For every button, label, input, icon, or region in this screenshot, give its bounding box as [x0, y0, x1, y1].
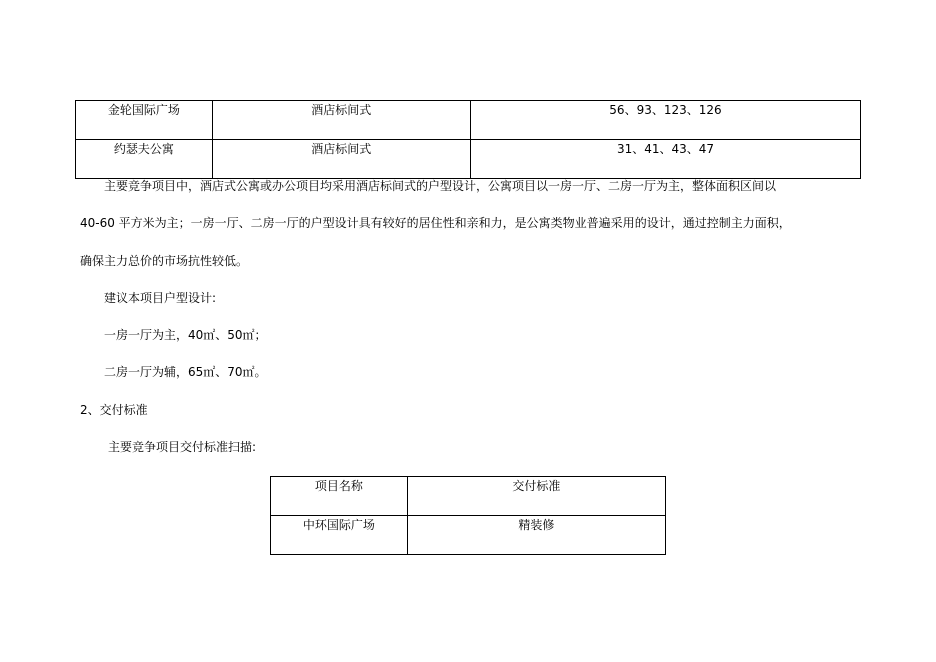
header-project-name: 项目名称: [271, 477, 408, 516]
delivery-standard-cell: 精装修: [407, 516, 665, 555]
project-name-cell: 中环国际广场: [271, 516, 408, 555]
table-header-row: [271, 477, 666, 516]
delivery-standard-table: [270, 476, 666, 555]
unit-type-cell: 酒店标间式: [212, 101, 470, 140]
paragraph-line-3: 确保主力总价的市场抗性较低。: [80, 254, 249, 268]
table-row: [76, 140, 861, 179]
unit-type-cell: 酒店标间式: [212, 140, 470, 179]
paragraph-line-2: 40-60 平方米为主；一房一厅、二房一厅的户型设计具有较好的居住性和亲和力，是公寓类物业普遍采用的设计，通过控制主力面积，: [80, 216, 791, 230]
suggestion-heading: 建议本项目户型设计:: [104, 291, 217, 305]
section-intro: 主要竞争项目交付标准扫描:: [108, 440, 257, 454]
project-name-cell: 约瑟夫公寓: [76, 140, 213, 179]
unit-areas-cell: 56、93、123、126: [470, 101, 860, 140]
project-unit-table: [75, 100, 861, 179]
table-row: [271, 516, 666, 555]
project-name-cell: 金轮国际广场: [76, 101, 213, 140]
suggestion-item-2: 二房一厅为辅，65㎡、70㎡。: [104, 365, 267, 379]
unit-areas-cell: 31、41、43、47: [470, 140, 860, 179]
table-row: [76, 101, 861, 140]
section-heading: 2、交付标准: [80, 403, 148, 417]
header-delivery-standard: 交付标准: [407, 477, 665, 516]
paragraph-line-1: 主要竞争项目中，酒店式公寓或办公项目均采用酒店标间式的户型设计，公寓项目以一房一厅、二房一厅为主，整体面积区间以: [104, 179, 777, 193]
suggestion-item-1: 一房一厅为主，40㎡、50㎡；: [104, 328, 267, 342]
